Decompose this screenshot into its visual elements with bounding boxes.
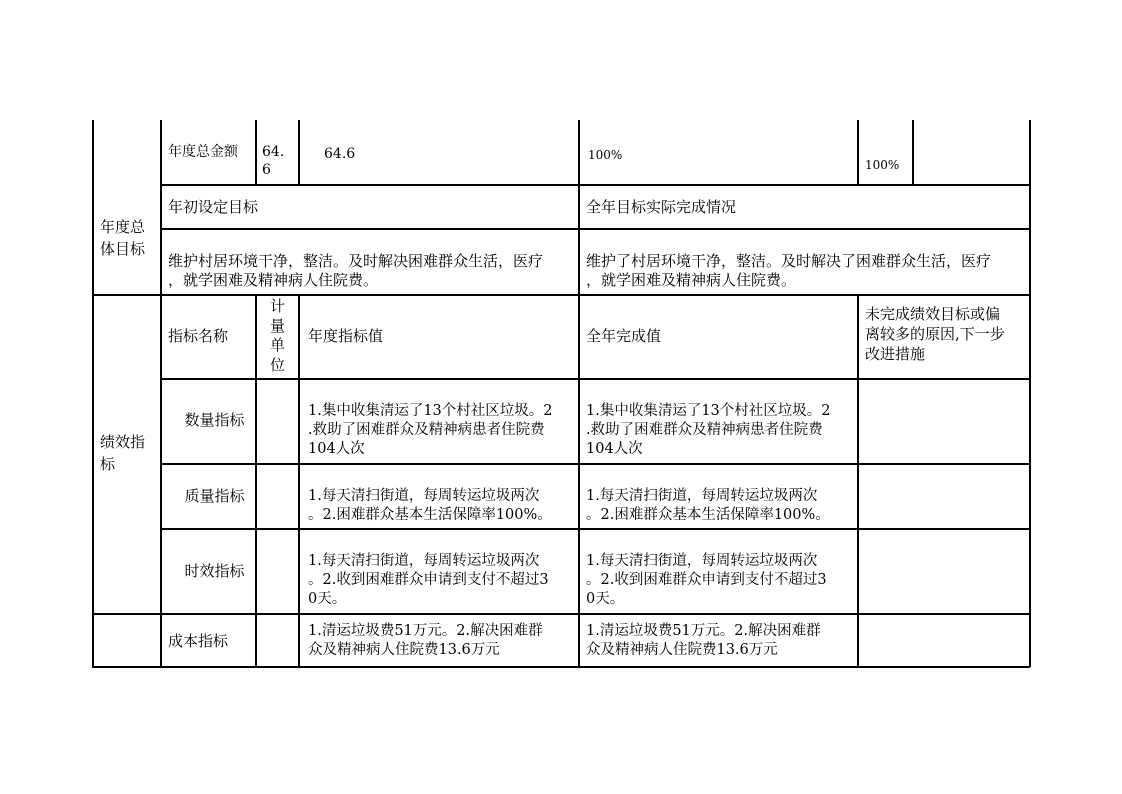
budget-label: 年度总金额 xyxy=(168,144,238,160)
col-line-extra xyxy=(912,120,914,185)
cost-target: 1.清运垃圾费51万元。2.解决困难群 众及精神病人住院费13.6万元 xyxy=(308,623,543,658)
goal-actual-text: 维护了村居环境干净，整洁。及时解决了困难群众生活，医疗 ，就学困难及精神病人住院费。 xyxy=(586,252,992,289)
row-line-quantity-bottom xyxy=(160,463,1030,465)
col-line-reason-left xyxy=(857,120,859,185)
goal-actual-header: 全年目标实际完成情况 xyxy=(586,198,737,216)
row-line-goal-header-bottom xyxy=(160,228,1030,230)
col-line-left xyxy=(92,120,94,667)
goal-set-text: 维护村居环境干净，整洁。及时解决困难群众生活，医疗 ，就学困难及精神病人住院费。 xyxy=(168,252,544,289)
header-indicator-name: 指标名称 xyxy=(168,327,229,345)
quality-actual: 1.每天清扫街道，每周转运垃圾两次 。2.困难群众基本生活保障率100%。 xyxy=(586,488,830,523)
row-line-goal-section-bottom xyxy=(92,294,1030,296)
quantity-target: 1.集中收集清运了13个村社区垃圾。2 .救助了困难群众及精神病患者住院费 104人次 xyxy=(308,403,553,457)
row-line-budget-bottom xyxy=(160,184,1030,186)
header-unit: 计 量 单 位 xyxy=(269,297,285,374)
budget-amount-a: 64. 6 xyxy=(262,144,285,178)
header-annual-actual: 全年完成值 xyxy=(586,327,662,345)
performance-section-label: 绩效指 标 xyxy=(100,433,146,473)
quantity-actual: 1.集中收集清运了13个村社区垃圾。2 .救助了困难群众及精神病患者住院费 104人次 xyxy=(586,403,831,457)
indicator-name-quantity: 数量指标 xyxy=(184,411,245,429)
row-line-table-bottom xyxy=(92,666,1030,668)
indicator-name-timeliness: 时效指标 xyxy=(184,562,245,580)
indicator-name-cost: 成本指标 xyxy=(168,632,229,650)
header-annual-target: 年度指标值 xyxy=(308,327,384,345)
col-line-right xyxy=(1029,120,1031,667)
budget-rate-2: 100% xyxy=(865,158,900,172)
budget-amount-b: 64.6 xyxy=(324,146,356,162)
row-line-timeliness-bottom xyxy=(92,613,1030,615)
timeliness-target: 1.每天清扫街道，每周转运垃圾两次 。2.收到困难群众申请到支付不超过3 0天。 xyxy=(308,553,549,607)
annual-goal-section-label: 年度总 体目标 xyxy=(100,218,146,258)
quality-target: 1.每天清扫街道，每周转运垃圾两次 。2.困难群众基本生活保障率100%。 xyxy=(308,488,552,523)
goal-set-header: 年初设定目标 xyxy=(168,198,259,216)
row-line-quality-bottom xyxy=(160,528,1030,530)
cost-actual: 1.清运垃圾费51万元。2.解决困难群 众及精神病人住院费13.6万元 xyxy=(586,623,821,658)
budget-rate-1: 100% xyxy=(588,148,623,162)
header-reason: 未完成绩效目标或偏 离较多的原因,下一步 改进措施 xyxy=(865,305,1005,363)
indicator-name-quality: 质量指标 xyxy=(184,487,245,505)
col-line-unit-right-2 xyxy=(298,294,300,667)
timeliness-actual: 1.每天清扫街道，每周转运垃圾两次 。2.收到困难群众申请到支付不超过3 0天。 xyxy=(586,553,827,607)
row-line-perf-header-bottom xyxy=(160,378,1030,380)
